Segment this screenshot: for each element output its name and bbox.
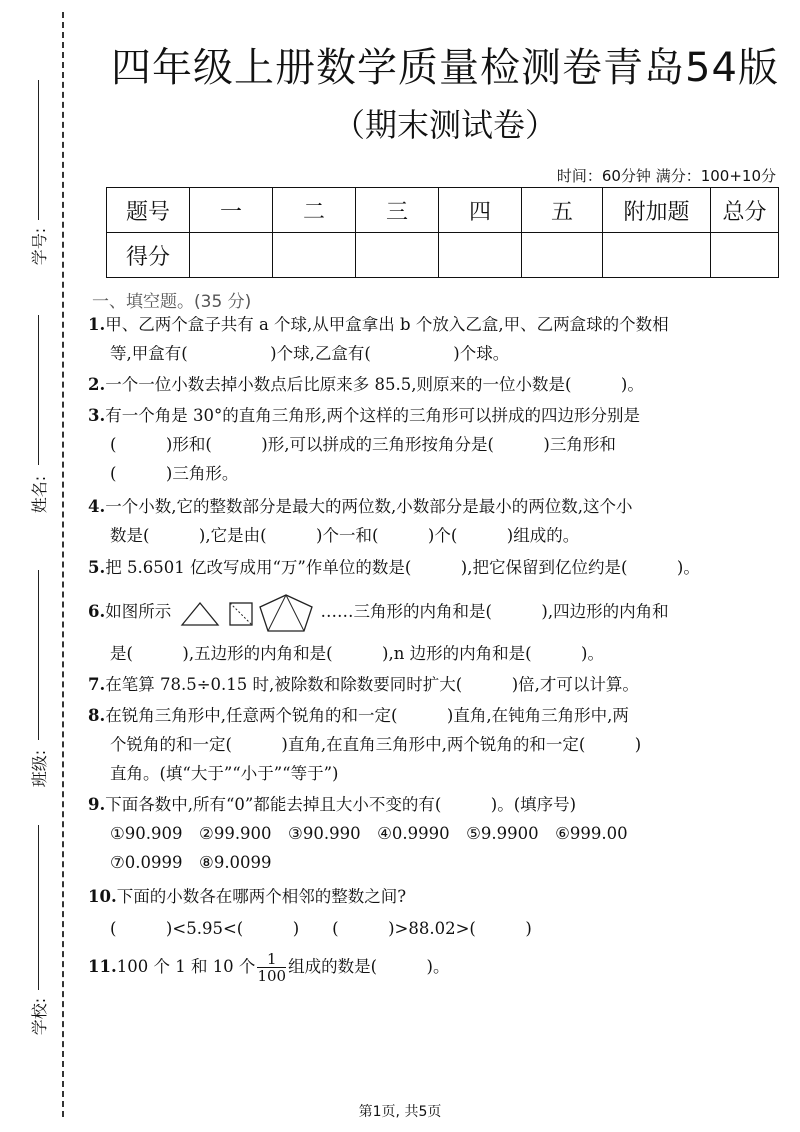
question-9 bbox=[88, 790, 756, 877]
score-header-cell: 一 bbox=[190, 188, 273, 233]
question-text: 等,甲盒有( )个球,乙盒有( )个球。 bbox=[110, 344, 510, 363]
school-label: 学校: bbox=[30, 997, 50, 1036]
question-text: 下面各数中,所有“0”都能去掉且大小不变的有( )。(填序号) bbox=[105, 795, 577, 814]
class-field bbox=[0, 570, 60, 800]
pentagon-figure bbox=[260, 595, 312, 631]
fraction-denominator: 100 bbox=[257, 967, 287, 985]
question-text: 甲、乙两个盒子共有 a 个球,从甲盒拿出 b 个放入乙盒,甲、乙两盒球的个数相 bbox=[105, 315, 669, 334]
fraction bbox=[257, 951, 286, 984]
question-text: 把 5.6501 亿改写成用“万”作单位的数是( ),把它保留到亿位约是( )。 bbox=[105, 558, 700, 577]
student-number-field bbox=[0, 80, 60, 280]
score-header-cell: 三 bbox=[356, 188, 439, 233]
question-text: 一个小数,它的整数部分是最大的两位数,小数部分是最小的两位数,这个小 bbox=[105, 497, 633, 516]
name-label: 姓名: bbox=[30, 475, 50, 514]
question-10 bbox=[88, 882, 756, 943]
question-11 bbox=[88, 948, 756, 986]
question-number: 6. bbox=[88, 602, 106, 621]
question-text: 在锐角三角形中,任意两个锐角的和一定( )直角,在钝角三角形中,两 bbox=[105, 706, 629, 725]
score-table-header-row bbox=[107, 188, 779, 233]
question-text: 100 个 1 和 10 个 bbox=[116, 957, 256, 976]
polygon-figures bbox=[180, 593, 316, 633]
student-number-label: 学号: bbox=[30, 227, 50, 266]
question-text: 组成的数是( )。 bbox=[288, 957, 450, 976]
question-number: 5. bbox=[88, 558, 106, 577]
score-header-cell: 四 bbox=[439, 188, 522, 233]
score-cell[interactable] bbox=[711, 233, 779, 278]
question-7 bbox=[88, 670, 756, 699]
score-header-cell: 附加题 bbox=[603, 188, 711, 233]
question-text: ( )形和( )形,可以拼成的三角形按角分是( )三角形和 bbox=[110, 435, 616, 454]
page-title: 四年级上册数学质量检测卷青岛54版 bbox=[111, 45, 779, 91]
question-text: 数是( ),它是由( )个一和( )个( )组成的。 bbox=[110, 526, 580, 545]
section-heading: 一、填空题。(35 分) bbox=[92, 292, 252, 312]
score-cell[interactable] bbox=[273, 233, 356, 278]
score-header-cell: 题号 bbox=[107, 188, 190, 233]
question-1 bbox=[88, 310, 756, 368]
school-line bbox=[38, 825, 39, 990]
question-number: 11. bbox=[88, 957, 117, 976]
score-row-label: 得分 bbox=[107, 233, 190, 278]
triangle-figure bbox=[182, 603, 218, 625]
question-number: 10. bbox=[88, 887, 117, 906]
name-line bbox=[38, 315, 39, 465]
question-text: ( )三角形。 bbox=[110, 464, 239, 483]
score-cell[interactable] bbox=[190, 233, 273, 278]
question-2 bbox=[88, 370, 756, 399]
question-number: 3. bbox=[88, 406, 106, 425]
score-cell[interactable] bbox=[522, 233, 603, 278]
score-cell[interactable] bbox=[603, 233, 711, 278]
question-5 bbox=[88, 553, 756, 582]
question-number: 2. bbox=[88, 375, 106, 394]
score-cell[interactable] bbox=[439, 233, 522, 278]
quadrilateral-figure bbox=[230, 603, 252, 625]
question-options: ⑦0.0999 ⑧9.0099 bbox=[110, 853, 272, 872]
question-4 bbox=[88, 492, 756, 550]
score-header-cell: 五 bbox=[522, 188, 603, 233]
question-text: ……三角形的内角和是( ),四边形的内角和 bbox=[320, 602, 669, 621]
question-text: 下面的小数各在哪两个相邻的整数之间? bbox=[116, 887, 407, 906]
question-number: 1. bbox=[88, 315, 106, 334]
question-3 bbox=[88, 401, 756, 488]
question-number: 7. bbox=[88, 675, 106, 694]
question-number: 4. bbox=[88, 497, 106, 516]
binding-dashed-line bbox=[62, 12, 64, 1117]
question-8 bbox=[88, 701, 756, 788]
question-6 bbox=[88, 592, 756, 668]
exam-meta: 时间：60分钟 满分：100+10分 bbox=[556, 167, 776, 185]
page-subtitle: （期末测试卷） bbox=[332, 106, 557, 144]
score-table-score-row bbox=[107, 233, 779, 278]
class-label: 班级: bbox=[30, 749, 50, 788]
score-header-cell: 总分 bbox=[711, 188, 779, 233]
class-line bbox=[38, 570, 39, 740]
student-number-line bbox=[38, 80, 39, 220]
fraction-numerator: 1 bbox=[266, 950, 277, 968]
question-text: 如图所示 bbox=[105, 602, 172, 621]
name-field bbox=[0, 315, 60, 515]
question-text: 直角。(填“大于”“小于”“等于”) bbox=[110, 764, 339, 783]
question-text: 一个一位小数去掉小数点后比原来多 85.5,则原来的一位小数是( )。 bbox=[105, 375, 644, 394]
question-number: 9. bbox=[88, 795, 106, 814]
page-footer: 第1页, 共5页 bbox=[358, 1104, 442, 1120]
score-table bbox=[106, 187, 779, 278]
question-options: ①90.909 ②99.900 ③90.990 ④0.9990 ⑤9.9900 ⑥999.00 bbox=[110, 824, 628, 843]
question-text: ( )<5.95<( ) ( )>88.02>( ) bbox=[110, 919, 532, 938]
question-number: 8. bbox=[88, 706, 106, 725]
school-field bbox=[0, 825, 60, 1065]
question-text: 有一个角是 30°的直角三角形,两个这样的三角形可以拼成的四边形分别是 bbox=[105, 406, 640, 425]
question-text: 在笔算 78.5÷0.15 时,被除数和除数要同时扩大( )倍,才可以计算。 bbox=[105, 675, 639, 694]
question-text: 是( ),五边形的内角和是( ),n 边形的内角和是( )。 bbox=[110, 643, 604, 663]
question-text: 个锐角的和一定( )直角,在直角三角形中,两个锐角的和一定( ) bbox=[110, 735, 642, 754]
score-header-cell: 二 bbox=[273, 188, 356, 233]
score-cell[interactable] bbox=[356, 233, 439, 278]
